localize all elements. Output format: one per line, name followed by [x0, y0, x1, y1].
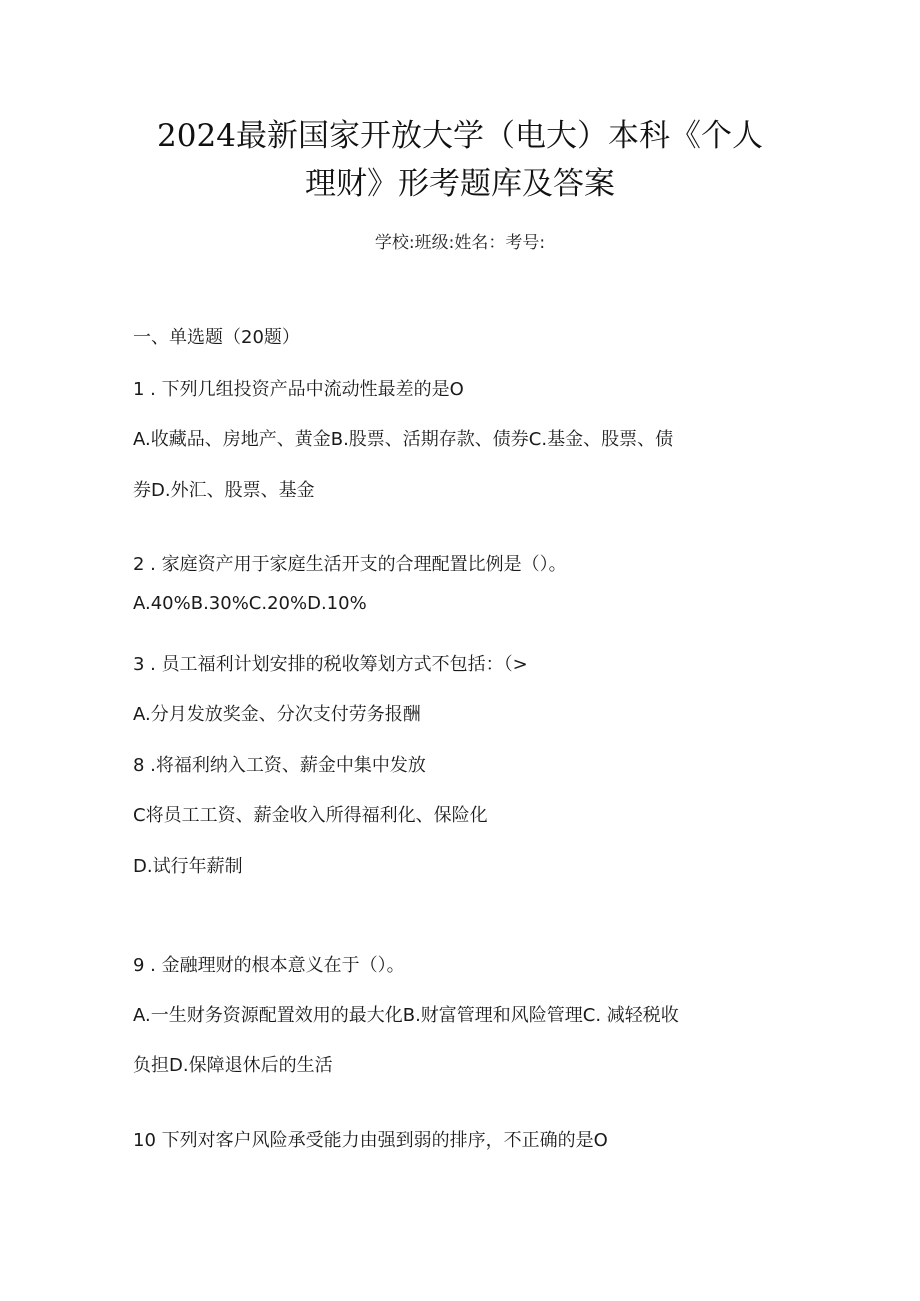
title-line-1: 2024最新国家开放大学（电大）本科《个人	[157, 118, 763, 154]
title-line-2: 理财》形考题库及答案	[305, 166, 615, 202]
question-3-option-b: 8 .将福利纳入工资、薪金中集中发放	[133, 755, 426, 776]
student-info-line: 学校:班级:姓名：考号:	[374, 233, 546, 253]
section-heading: 一、单选题（20题）	[133, 327, 300, 348]
question-3-option-c: C将员工工资、薪金收入所得福利化、保险化	[133, 805, 488, 826]
question-3-option-a: A.分月发放奖金、分次支付劳务报酬	[133, 704, 421, 725]
question-1-stem: 1 . 下列几组投资产品中流动性最差的是O	[133, 379, 464, 400]
question-1-options-line-1: A.收藏品、房地产、黄金B.股票、活期存款、债券C.基金、股票、债	[133, 429, 674, 450]
question-9-options-line-1: A.一生财务资源配置效用的最大化B.财富管理和风险管理C. 减轻税收	[133, 1005, 679, 1026]
question-2-options: A.40%B.30%C.20%D.10%	[133, 593, 367, 614]
question-3-stem: 3 . 员工福利计划安排的税收筹划方式不包括：（>	[133, 654, 528, 675]
document-title	[110, 112, 810, 208]
question-3-option-d: D.试行年薪制	[133, 856, 243, 877]
question-9-stem: 9 . 金融理财的根本意义在于（）。	[133, 955, 405, 976]
question-9-options-line-2: 负担D.保障退休后的生活	[133, 1055, 333, 1076]
question-10-stem: 10 下列对客户风险承受能力由强到弱的排序，不正确的是O	[133, 1130, 608, 1151]
question-2-stem: 2 . 家庭资产用于家庭生活开支的合理配置比例是（）。	[133, 554, 567, 575]
question-1-options-line-2: 券D.外汇、股票、基金	[133, 480, 315, 501]
